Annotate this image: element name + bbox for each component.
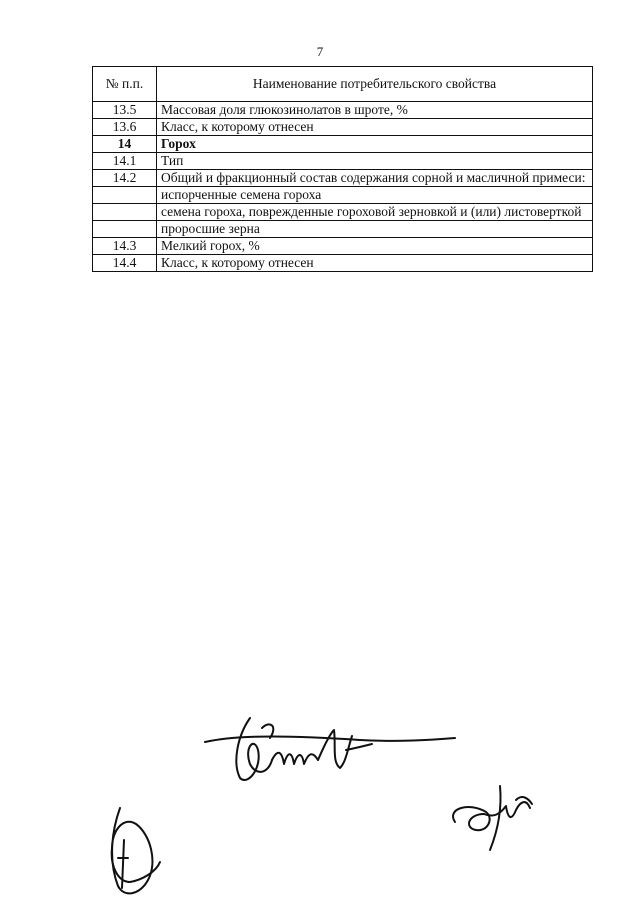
row-property-name: Общий и фракционный состав содержания сорной и масличной примеси: <box>157 170 593 187</box>
table-row <box>93 153 593 170</box>
table-row <box>93 255 593 272</box>
signatures-area <box>0 690 640 905</box>
row-property-name: Класс, к которому отнесен <box>157 119 593 136</box>
row-number: 14.4 <box>93 255 157 272</box>
row-property-name: Тип <box>157 153 593 170</box>
table-row <box>93 119 593 136</box>
row-property-name: Массовая доля глюкозинолатов в шроте, % <box>157 102 593 119</box>
table-row-section <box>93 136 593 153</box>
row-property-name: испорченные семена гороха <box>157 187 593 204</box>
table-row <box>93 204 593 221</box>
table-row <box>93 187 593 204</box>
row-number: 14.3 <box>93 238 157 255</box>
row-property-name: Мелкий горох, % <box>157 238 593 255</box>
header-number: № п.п. <box>93 67 157 102</box>
row-number <box>93 187 157 204</box>
table-row <box>93 221 593 238</box>
signature-right <box>453 786 532 850</box>
row-number: 13.5 <box>93 102 157 119</box>
row-property-name: Класс, к которому отнесен <box>157 255 593 272</box>
row-number: 14.2 <box>93 170 157 187</box>
row-number <box>93 221 157 238</box>
page-number: 7 <box>316 44 324 59</box>
table-row <box>93 102 593 119</box>
row-number <box>93 204 157 221</box>
signature-left <box>112 808 160 893</box>
row-number: 14 <box>93 136 157 153</box>
row-number: 13.6 <box>93 119 157 136</box>
signature-main <box>205 718 455 780</box>
properties-table <box>92 66 593 272</box>
row-number: 14.1 <box>93 153 157 170</box>
table-row <box>93 170 593 187</box>
row-property-name: семена гороха, поврежденные гороховой зерновкой и (или) листоверткой <box>157 204 593 221</box>
header-property-name: Наименование потребительского свойства <box>157 67 593 102</box>
table-header-row <box>93 67 593 102</box>
row-property-name: проросшие зерна <box>157 221 593 238</box>
table-row <box>93 238 593 255</box>
row-property-name: Горох <box>157 136 593 153</box>
